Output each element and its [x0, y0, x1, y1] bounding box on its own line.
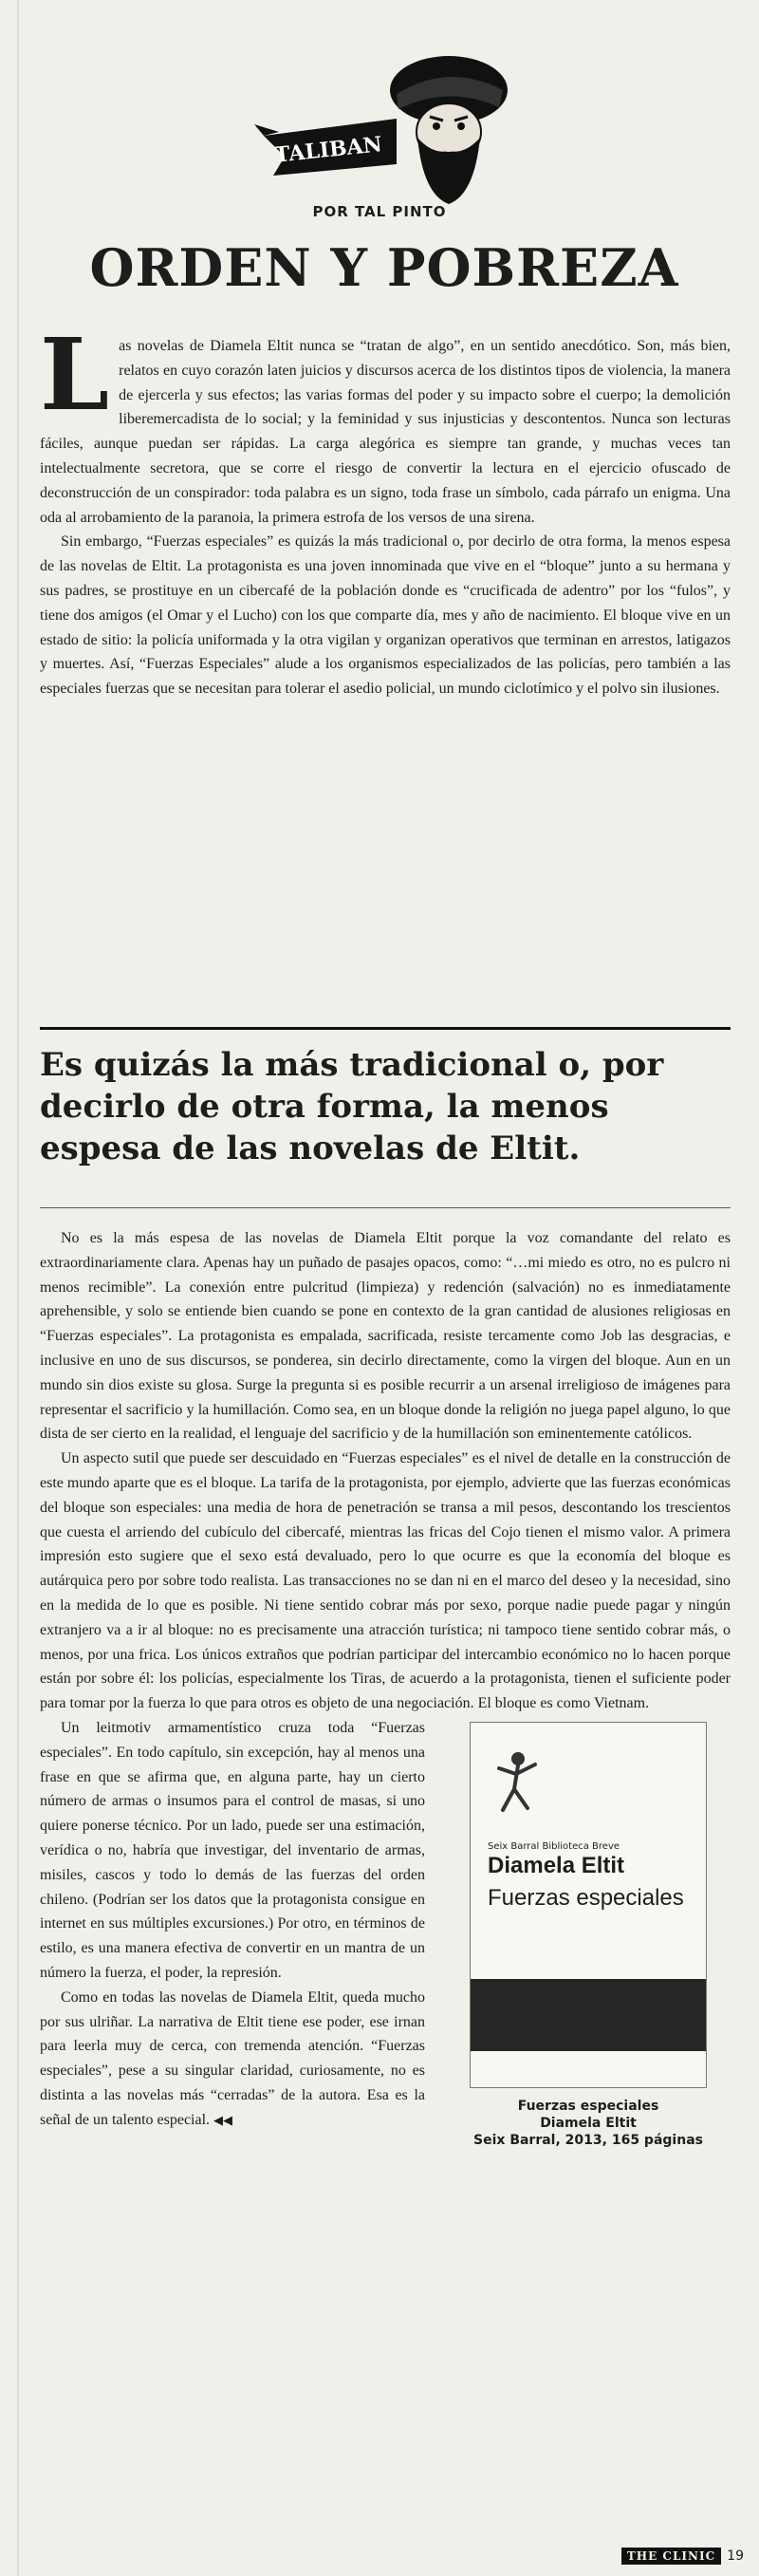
logo-text: TALIBAN: [272, 132, 383, 168]
article-title: ORDEN Y POBREZA: [89, 237, 679, 298]
book-cover: [470, 1722, 707, 2088]
body-paragraph: Un leitmotiv armamentístico cruza toda “Fuerzas especiales”. En todo capítulo, sin excepción, hay al menos una frase en que se afirma que, en alguna parte, hay un cierto número de armas o insumos para el control de masas, si uno quiere ponerse técnico. Por un lado, puede ser una estimación, verídica o no, habría que investigar, del inventario de armas, misiles, cascos y todo lo demás de las fuerzas del orden chileno. (Podrían ser los datos que la protagonista consigue en internet en sus múltiples excursiones.) Por otro, en términos de estilo, es una manera efectiva de convertir en un mantra de un número la fuerza, el poder, la represión.: [40, 1719, 425, 1981]
page-number: 19: [727, 2548, 744, 2564]
body-paragraph: Sin embargo, “Fuerzas especiales” es quizás la más tradicional o, por decirlo de otra forma, la menos espesa de las novelas de Eltit. La protagonista es una joven innominada que vive en el “bloque” junto a su hermana y sus padres, se prostituye en un cibercafé de la población donde es “crucificada de adentro” por los “fulos”, y tiene dos amigos (el Omar y el Lucho) con los que comparte día, mes y año de nacimiento. El bloque vive en un estado de sitio: la policía uniformada y la otra vigilan y organizan operativos que terminan en arrestos, latigazos y muertes. Así, “Fuerzas Especiales” alude a los organismos especializados de las policías, pero también a las especiales fuerzas que se necesitan para tolerar el asedio policial, un mundo ciclotímico y el polvo sin ilusiones.: [40, 533, 731, 698]
book-band: [471, 1979, 706, 2051]
book-title: Fuerzas especiales: [488, 1884, 684, 1911]
figure-icon: [490, 1749, 546, 1816]
caption-details: Seix Barral, 2013, 165 páginas: [473, 2132, 703, 2148]
end-mark: ◀◀: [213, 2113, 233, 2128]
pull-quote-top-rule: [40, 1027, 731, 1030]
body-paragraph: No es la más espesa de las novelas de Diamela Eltit porque la voz comandante del relato es extraordinariamente clara. Apenas hay un puñado de pasajes opacos, como: “…mi miedo es otro, no es pulcro ni menos recimible”. La conexión entre pulcritud (limpieza) y redención (salvación) no es inmediatamente aprehensible, y solo se entiende bien cuando se pone en contexto de la gran cantidad de alusiones religiosas en “Fuerzas especiales”. La protagonista es empalada, sacrificada, resiste tercamente como Job las desgracias, e inclusive en uno de sus discursos, se ponderea, sin decirlo directamente, como la virgen del bloque. Aun en un mundo sin dios existe su glosa. Surge la pregunta si es posible recurrir a un arsenal irreligioso de imágenes para representar el sacrificio y la humillación. Como sea, en un bloque donde la religión no juega papel alguno, lo que dista de ser cierto en la realidad, el lenguaje del sacrificio y de la humillación son eminentemente católicos.: [40, 1230, 731, 1443]
book-cover-box: [446, 1722, 731, 2149]
article-body-bottom: [40, 1226, 731, 2156]
intro-text: as novelas de Diamela Eltit nunca se “tratan de algo”, en un sentido anecdótico. Son, más bien, relatos en cuyo corazón laten juicios y discursos acerca de los distintos tipos de violencia, la manera de ejercerla y sus efectos; las varias formas del poder y su impacto sobre el cuerpo; la demolición liberemercadista de lo social; y la feminidad y sus injusticias y descontentos. Nunca son lecturas fáciles, aunque puedan ser rápidas. La carga alegórica es siempre tan grande, y muchas veces tan intelectualmente secretora, que se corre el riesgo de convertir la lectura en el ejercicio ofuscado de deconstrucción de un conspirador: toda palabra es un signo, toda frase un símbolo, cada párrafo un enigma. Una oda al arrobamiento de la paranoia, la primera estrofa de los versos de una sirena.: [40, 338, 731, 526]
closing-text: Como en todas las novelas de Diamela Eltit, queda mucho por sus ulriñar. La narrativa de Eltit tiene ese poder, ese irnan para leerla muy de cerca, con tremenda atención. “Fuerzas especiales”, pese a su singular claridad, curiosamente, no es distinta a las novelas más “cerradas” de la autora. Esa es la señal de un talento especial.: [40, 1988, 425, 2128]
caption-author: Diamela Eltit: [540, 2115, 637, 2131]
pull-quote: Es quizás la más tradicional o, por decirlo de otra forma, la menos espesa de las novelas de Eltit.: [40, 1046, 664, 1167]
page-fold-shadow: [17, 0, 19, 2576]
magazine-name: THE CLINIC: [621, 2548, 721, 2565]
taliban-logo: [254, 52, 529, 223]
book-caption: [446, 2098, 731, 2149]
book-author: Diamela Eltit: [488, 1852, 625, 1878]
byline: POR TAL PINTO: [312, 203, 447, 220]
body-paragraph: Un aspecto sutil que puede ser descuidado en “Fuerzas especiales” es el nivel de detalle en la construcción de este mundo aparte que es el bloque. La tarifa de la protagonista, por ejemplo, advierte que las fuerzas económicas del bloque son especiales: una media de hora de penetración se transa a mil pesos, descontando los trescientos que cuesta el arriendo del cubículo del cibercafé, mientras las fricas del Cojo tienen el mismo valor. A primera impresión esto sugiere que el sexo está devaluado, pero lo que ocurre es que la economía del bloque es autárquica pero por sobre todo realista. Las transacciones no se dan ni en el marco del deseo y la necesidad, sino en la medida de lo que es posible. Ni tiene sentido cobrar más por sexo, porque nadie puede pagar y ningún extranjero va a ir al bloque: no es precisamente una atracción turística; ni tampoco tiene sentido cobrar más, o menos, por una frica. Los únicos extraños que podrían participar del intercambio económico no lo hacen porque están por sobre él: los policías, especialmente los Tiras, de acuerdo a la protagonista, tienen el suficiente poder para tomar por la fuerza lo que para otros es objeto de una negociación. El bloque es como Vietnam.: [40, 1450, 731, 1712]
article-body-top: [40, 316, 731, 701]
dropcap: L: [40, 316, 110, 433]
page-footer: [621, 2548, 744, 2565]
caption-title: Fuerzas especiales: [517, 2098, 659, 2114]
book-publisher: Seix Barral Biblioteca Breve: [488, 1840, 620, 1852]
pull-quote-bottom-rule: [40, 1207, 731, 1208]
intro-paragraph: [40, 316, 731, 530]
